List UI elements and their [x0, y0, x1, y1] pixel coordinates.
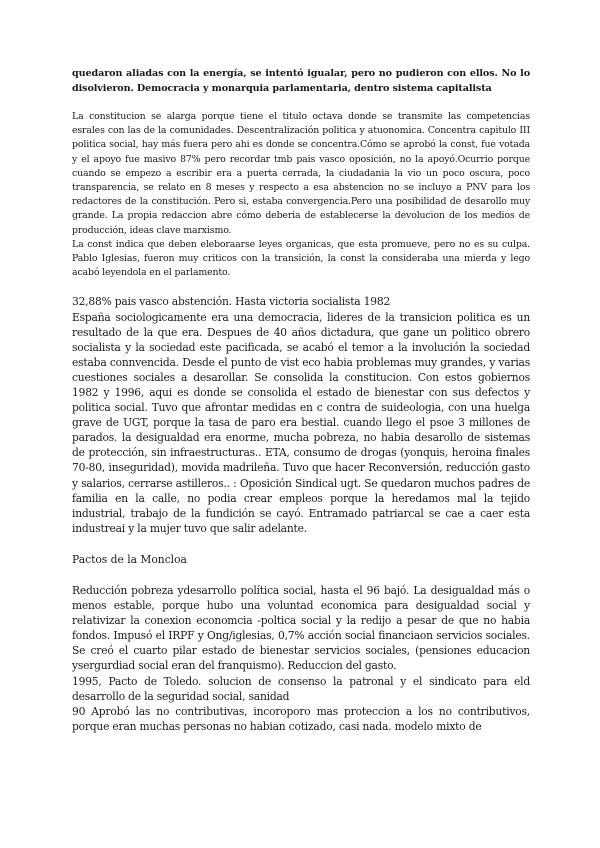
- paragraph: España sociologicamente era una democracia, lideres de la transicion politica es un resultado de la que era. Despues de 40 años dictadura, que gane un politico obrero socialista y la sociedad este pacificada, se acabó el temor a la involución la sociedad estaba connvencida. Desde el punto de vist eco habia problemas muy grandes, y varias cuestiones sociales a desarollar. Se consolida la constitucion. Con estos gobiernos 1982 y 1996, aqui es donde se consolida el estado de bienestar con sus defectos y politica social. Tuvo que afrontar medidas en c contra de suideologia, con una huelga grave de UGT, porque la tasa de paro era bestial. cuando llego el psoe 3 millones de parados. la desigualdad era enorme, mucha pobreza, no habia desarollo de sistemas de protección, sin infraestructuras.. ETA, consumo de drogas (yonquis, heroina finales 70-80, inseguridad), movida madrileña. Tuvo que hacer Reconversión, reducción gasto y salarios, cerrarse astilleros.. : Oposición Sindical ugt. Se quedaron muchos padres de familia en la calle, no podia crear empleos porque la heredamos mal la tejido industrial, trabajo de la fundición se cayó. Entramado patriarcal se cae a caer esta industreai y la mujer tuvo que salir adelante.: [72, 310, 530, 535]
- paragraph: 90 Aprobó las no contributivas, incoroporo mas proteccion a los no contributivos, porque eran muchas personas no habian cotizado, casi nada. modelo mixto de: [72, 704, 530, 733]
- paragraph: La const indica que deben eleboraarse leyes organicas, que esta promueve, pero no es su culpa. Pablo Iglesias, fueron muy criticos con la transición, la const la consideraba una mierda y lego acabó leyendola en el parlamento.: [72, 238, 530, 279]
- moncloa-section: [72, 583, 530, 734]
- paragraph: Reducción pobreza ydesarrollo política social, hasta el 96 bajó. La desigualdad más o menos estable, porque hubo una voluntad economica para desigualdad social y relativizar la conexion economcia -poltica social y la redijo a pesar de que no habia fondos. Impusó el IRPF y Ong/iglesias, 0,7% acción social financiaon servicios sociales. Se creó el cuarto pilar estado de bienestar servicios sociales, (pensiones educacion ysergurdiad social eran del franquismo). Reduccion del gasto.: [72, 583, 530, 673]
- paragraph: La constitucion se alarga porque tiene el titulo octava donde se transmite las competencias esrales con las de la comunidades. Descentralización politica y atuonomica. Concentra capitulo III politica social, hay más fuera pero ahi es donde se concentra.Cómo se aprobó la const, fue votada y el apoyo fue masivo 87% pero recordar tmb pais vasco oposición, no la apoyó.Ocurrio porque cuando se empezo a escribir era a puerta cerrada, la ciudadania la vio un poco oscura, poco transparencia, se relato en 8 meses y respecto a esa abstencion no se incluyo a PNV para los redactores de la constitución. Pero si, estaba convergencia.Pero una posibilidad de desarollo muy grande. La propia redaccion abre cómo deberia de establecerse la devolucion de los medios de producción, ideas clave marxismo.: [72, 111, 530, 236]
- constitution-section: [72, 110, 530, 280]
- section-title: Pactos de la Moncloa: [72, 552, 187, 566]
- paragraph: 1995, Pacto de Toledo. solucion de consenso la patronal y el sindicato para eld desarrollo de la seguridad social, sanidad: [72, 674, 530, 703]
- paragraph: 32,88% pais vasco abstención. Hasta victoria socialista 1982: [72, 295, 391, 309]
- socialist-government-section: [72, 294, 530, 536]
- bold-heading: quedaron aliadas con la energía, se intentó igualar, pero no pudieron con ellos. No lo disolvieron. Democracia y monarquia parlamentaria, dentro sistema capitalista: [72, 68, 530, 94]
